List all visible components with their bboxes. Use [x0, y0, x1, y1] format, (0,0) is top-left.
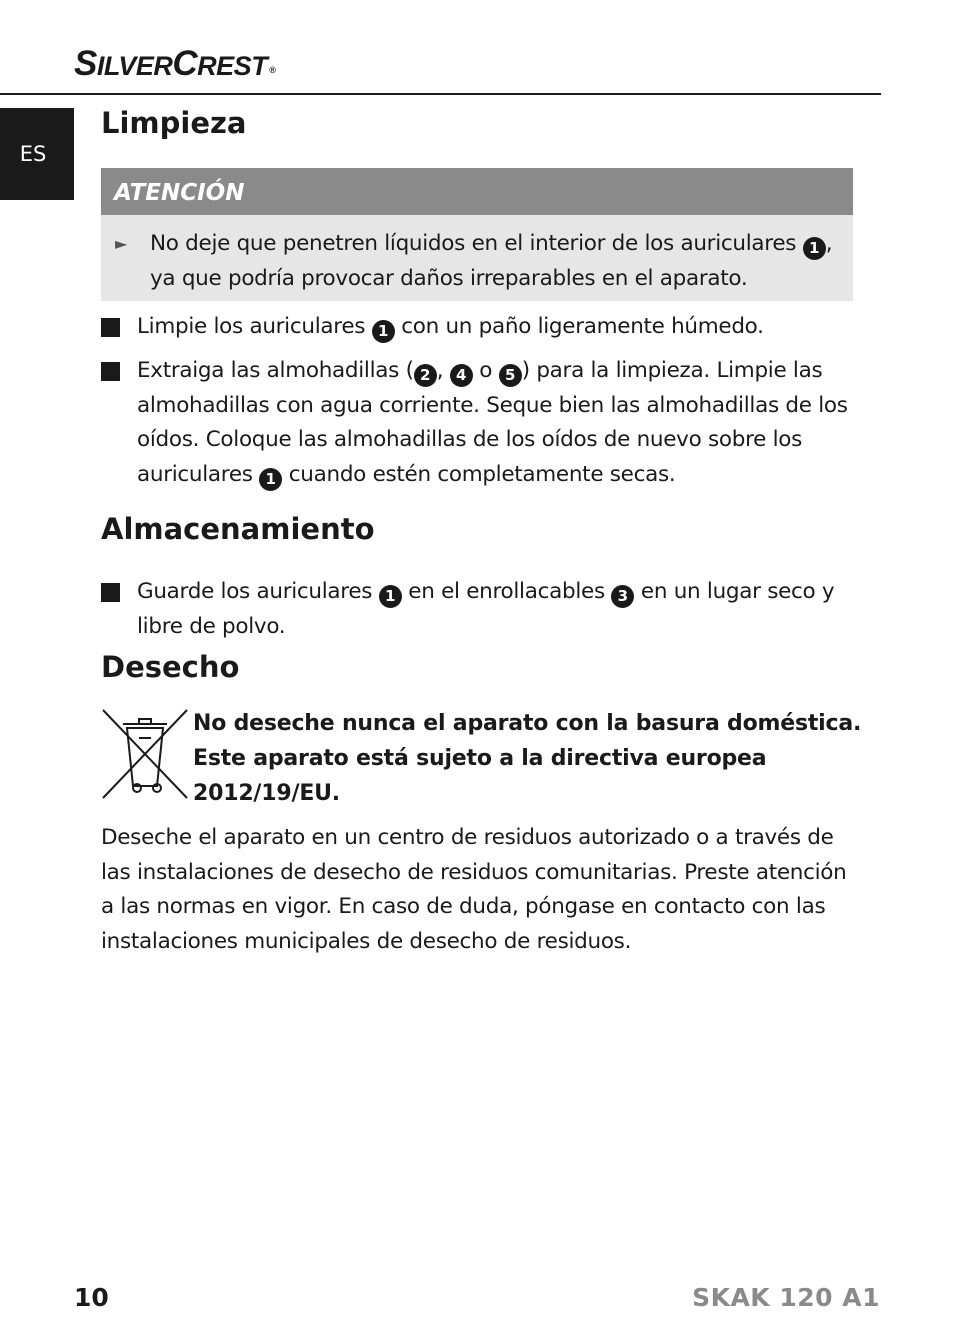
disposal-notice: No deseche nunca el aparato con la basura doméstica. Este aparato está sujeto a la directiva europea 2012/19/EU.	[193, 711, 862, 806]
warning-label: ATENCIÓN	[101, 168, 853, 215]
header-rule	[0, 93, 881, 95]
model-number: SKAK 120 A1	[692, 1283, 880, 1312]
section-title-limpieza: Limpieza	[101, 106, 247, 140]
number-2-icon: 2	[414, 364, 437, 387]
section-title-desecho: Desecho	[101, 650, 240, 684]
crossed-bin-icon	[101, 708, 189, 800]
list-item: Guarde los auriculares 1 en el enrollacables 3 en un lugar seco y libre de polvo.	[101, 575, 861, 644]
number-1-icon: 1	[803, 237, 826, 260]
number-5-icon: 5	[499, 364, 522, 387]
bullet-square-icon	[101, 362, 120, 381]
arrow-icon: ►	[115, 234, 128, 253]
warning-item: ► No deje que penetren líquidos en el interior de los auriculares 1 , ya que podría provocar daños irreparables en el aparato.	[101, 215, 853, 296]
list-item: Extraiga las almohadillas ( 2 , 4 o 5 ) para la limpieza. Limpie las almohadillas con agua corriente. Seque bien las almohadillas de los oídos. Coloque las almohadillas de los oídos de nuevo sobre los auriculares 1 cuando estén completamente secas.	[101, 354, 861, 492]
number-3-icon: 3	[611, 585, 634, 608]
bullet-square-icon	[101, 318, 120, 337]
bullet-square-icon	[101, 583, 120, 602]
page-number: 10	[74, 1283, 109, 1312]
number-1-icon: 1	[379, 585, 402, 608]
section-title-almacenamiento: Almacenamiento	[101, 512, 375, 546]
disposal-paragraph: Deseche el aparato en un centro de residuos autorizado o a través de las instalaciones de desecho de residuos comunitarias. Preste atención a las normas en vigor. En caso de duda, póngase en contacto con las instalaciones municipales de desecho de residuos.	[101, 825, 847, 954]
number-1-icon: 1	[259, 468, 282, 491]
list-item: Limpie los auriculares 1 con un paño ligeramente húmedo.	[101, 310, 861, 345]
warning-box	[101, 168, 853, 301]
number-4-icon: 4	[450, 364, 473, 387]
language-tab: ES	[0, 108, 74, 200]
number-1-icon: 1	[372, 320, 395, 343]
silvercrest-logo: SILVERCREST ®	[74, 44, 276, 83]
